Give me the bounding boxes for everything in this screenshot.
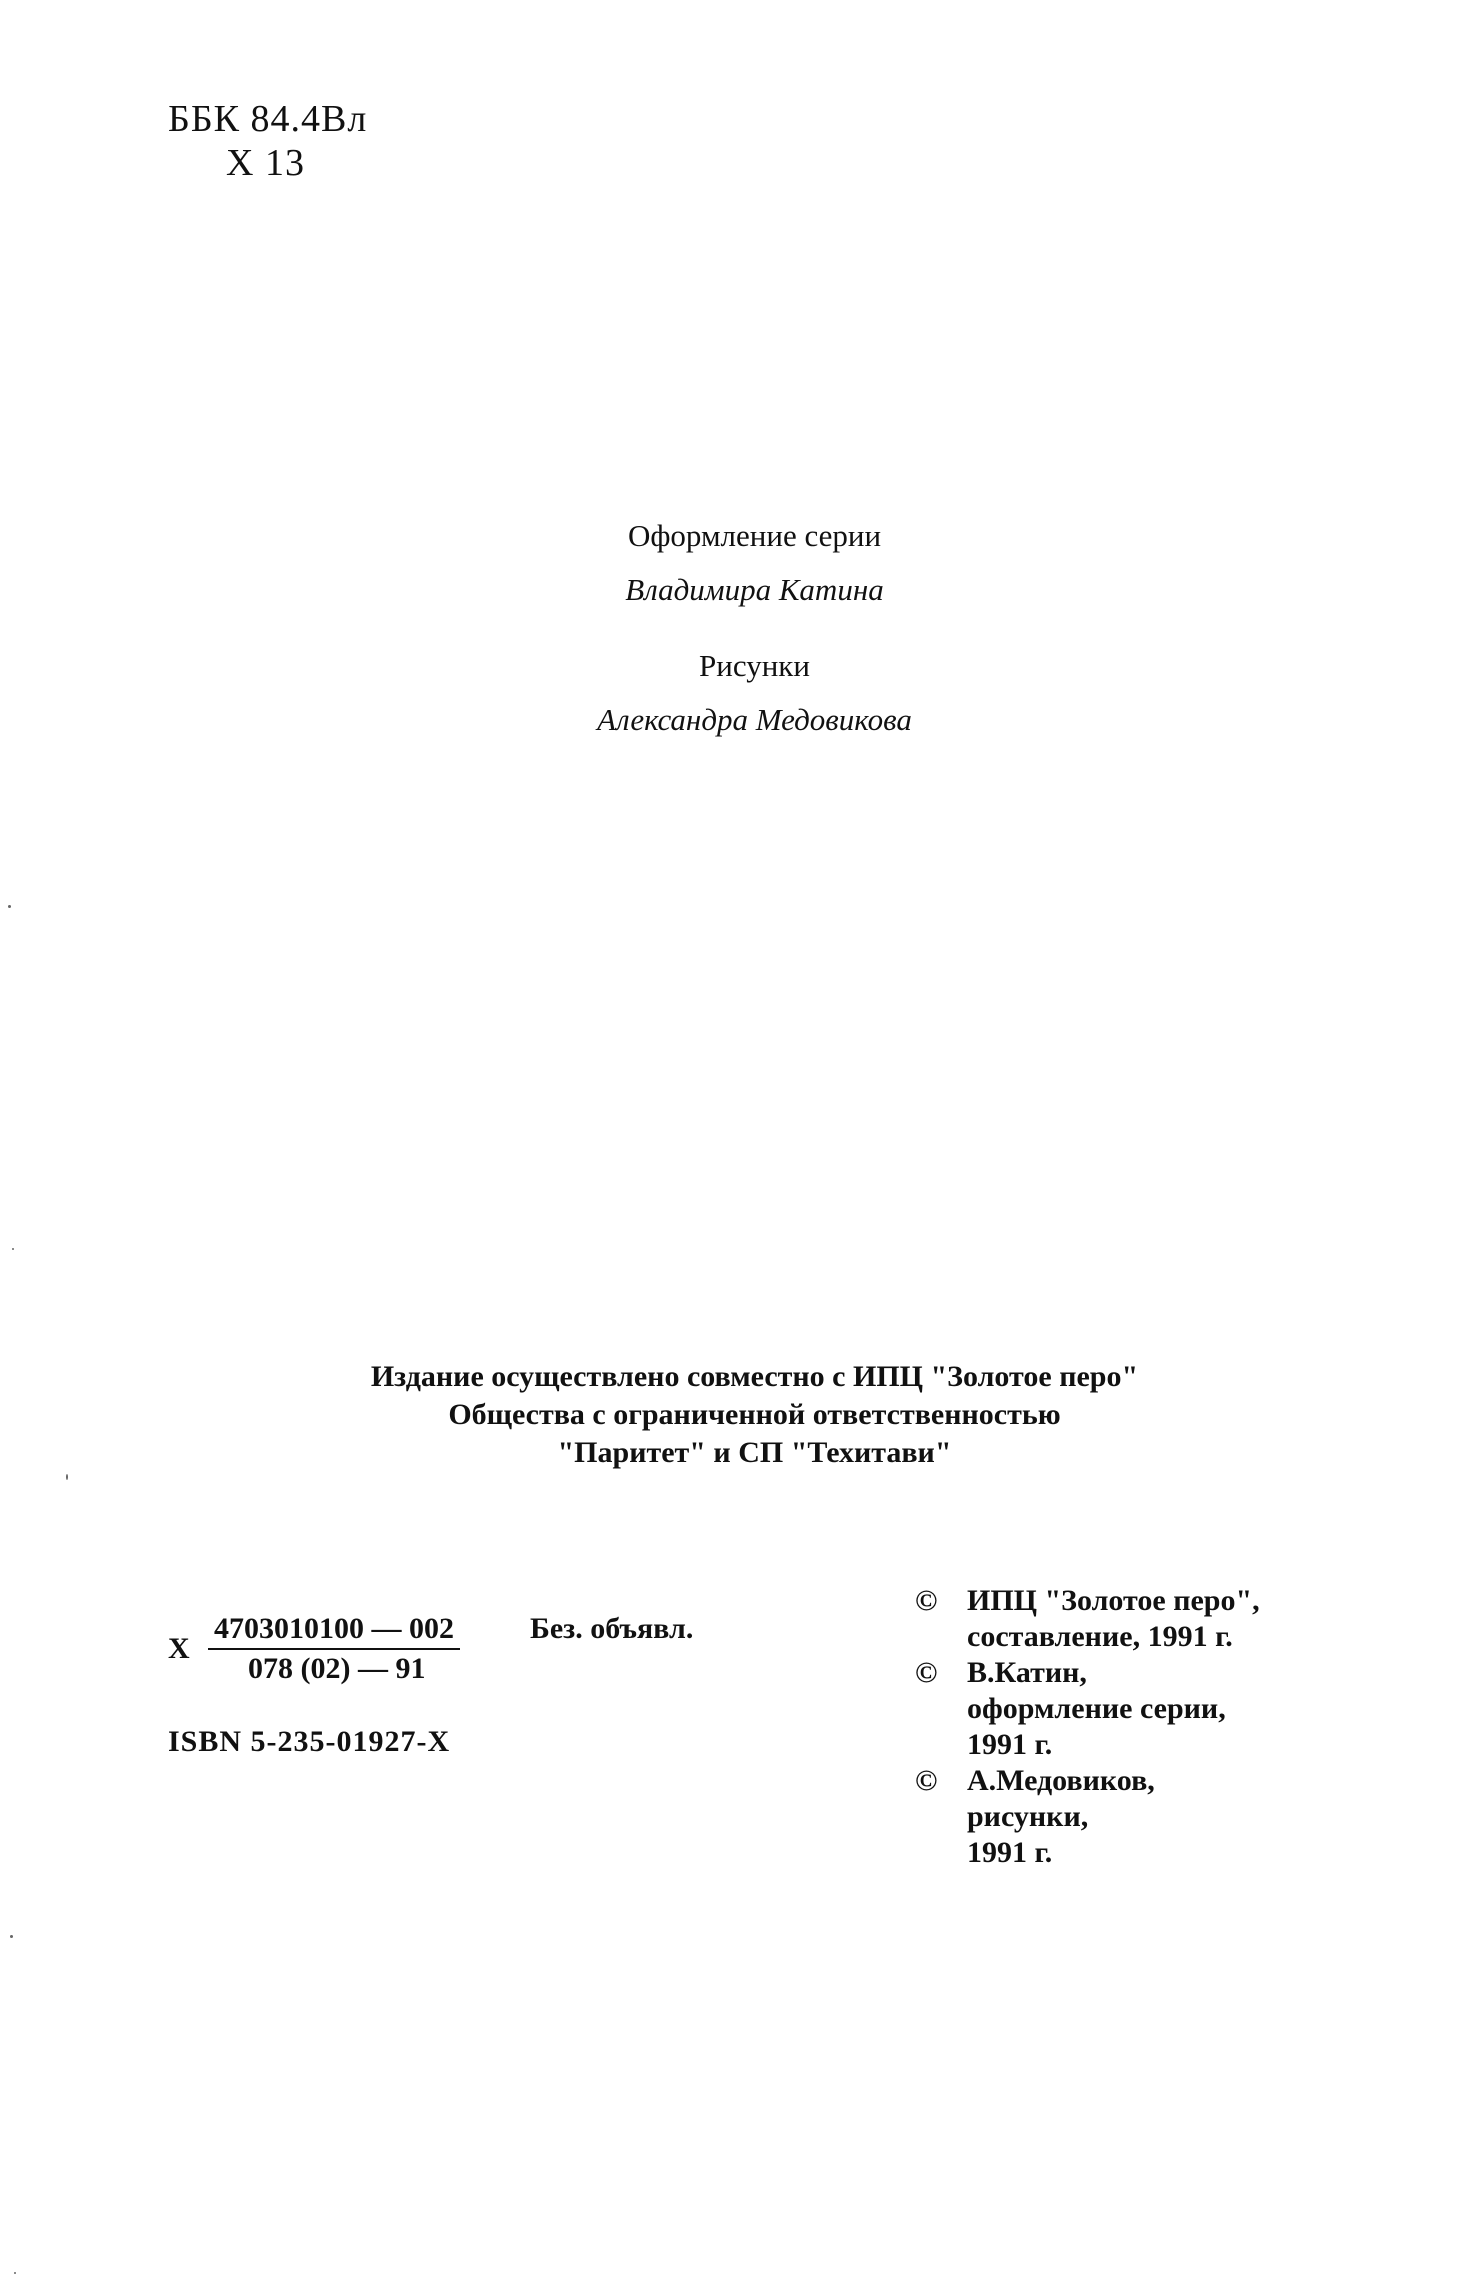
- copyright-entry: [915, 1763, 1260, 1871]
- bbk-code: ББК 84.4Вл: [168, 98, 368, 140]
- scan-speck: [8, 905, 11, 908]
- copyright-year: 1991 г.: [967, 1836, 1053, 1869]
- copyright-icon: ©: [915, 1764, 938, 1797]
- copyright-detail: оформление серии,: [967, 1692, 1226, 1725]
- copyright-entry: [915, 1655, 1260, 1763]
- author-sign: Х 13: [226, 142, 305, 184]
- scan-speck: [14, 2272, 16, 2274]
- code-numerator: 4703010100 — 002: [208, 1612, 460, 1650]
- copyright-holder: А.Медовиков,: [967, 1764, 1155, 1797]
- bbk-classification: [168, 97, 367, 185]
- credits-block: [0, 516, 1479, 740]
- scan-speck: [10, 1935, 13, 1938]
- publisher-line: Издание осуществлено совместно с ИПЦ "Золотое перо": [370, 1360, 1139, 1393]
- copyright-year: 1991 г.: [967, 1728, 1053, 1761]
- code-fraction: [208, 1612, 460, 1686]
- code-prefix: Х: [168, 1632, 190, 1665]
- copyright-detail: рисунки,: [967, 1800, 1089, 1833]
- copyright-holder: ИПЦ "Золотое перо",: [967, 1584, 1260, 1617]
- code-note: Без. объявл.: [530, 1612, 694, 1645]
- series-design-label: Оформление серии: [627, 518, 882, 553]
- copyright-holder: В.Катин,: [967, 1656, 1087, 1689]
- illustrations-label: Рисунки: [699, 648, 810, 683]
- publisher-line: Общества с ограниченной ответственностью: [448, 1398, 1061, 1431]
- illustrator-name: Александра Медовикова: [597, 702, 912, 737]
- scan-speck: [12, 1248, 14, 1250]
- publisher-statement: [0, 1358, 1479, 1472]
- series-designer-name: Владимира Катина: [625, 572, 884, 607]
- code-denominator: 078 (02) — 91: [248, 1652, 426, 1685]
- publisher-line: "Паритет" и СП "Техитави": [557, 1436, 952, 1469]
- scan-speck: [66, 1474, 68, 1480]
- isbn: ISBN 5-235-01927-X: [168, 1725, 451, 1758]
- copyright-icon: ©: [915, 1584, 938, 1617]
- copyright-icon: ©: [915, 1656, 938, 1689]
- copyright-block: [915, 1583, 1260, 1871]
- copyright-detail: составление, 1991 г.: [967, 1620, 1233, 1653]
- copyright-entry: [915, 1583, 1260, 1655]
